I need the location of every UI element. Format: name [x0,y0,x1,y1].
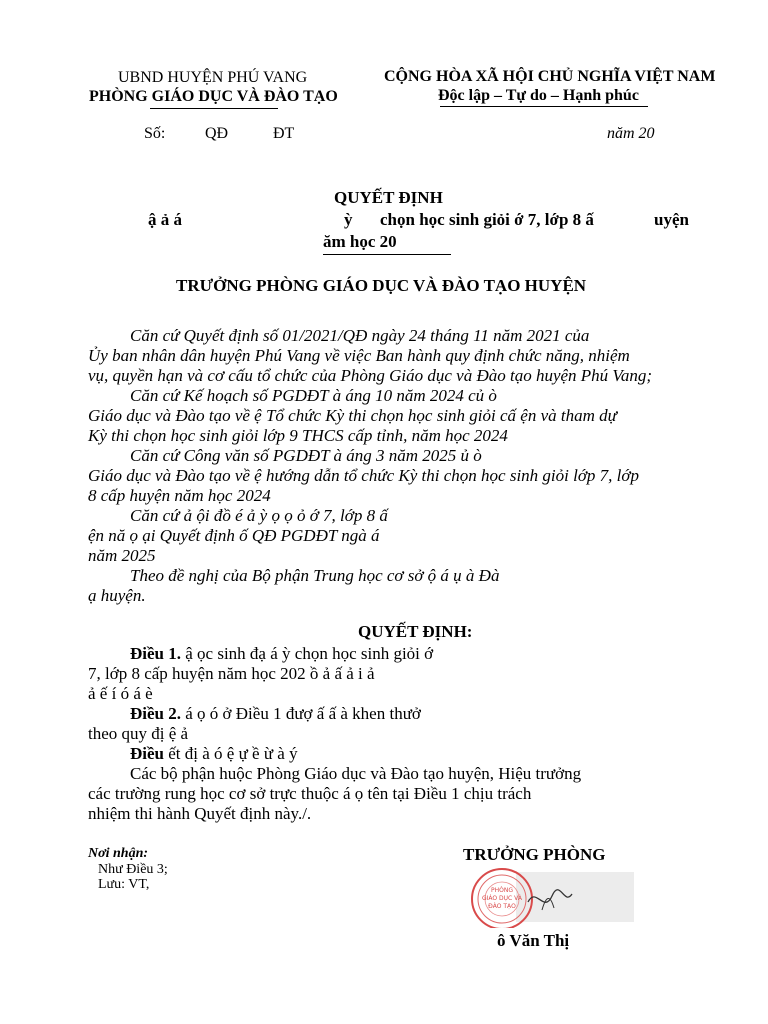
stamp-seal-icon [464,866,636,928]
doc-subject-d: uyện [654,210,689,229]
doc-subject-a: ậ ả á [148,210,182,229]
article-1-line: 7, lớp 8 cấp huyện năm học 202 ồ ả ấ ả i ả [88,664,375,683]
decision-heading: QUYẾT ĐỊNH: [358,622,473,641]
closing-line: các trường rung học cơ sở trực thuộc á ọ tên tại Điều 1 chịu trách [88,784,532,803]
article-2-label: Điều 2. [130,704,181,723]
national-motto: Độc lập – Tự do – Hạnh phúc [438,87,639,104]
article-3-line [88,744,696,764]
motto-underline [440,106,648,107]
article-1-text: ậ ọc sinh đạ á ỳ chọn học sinh giỏi ớ [181,644,434,663]
title-underline [323,254,451,255]
official-stamp [464,866,636,928]
doc-subject-c: chọn học sinh giỏi ớ 7, lớp 8 ấ [380,210,594,229]
preamble-line: 8 cấp huyện năm học 2024 [88,486,271,505]
article-2-line [88,704,696,724]
department-name: PHÒNG GIÁO DỤC VÀ ĐÀO TẠO [89,88,338,105]
preamble-line: vụ, quyền hạn và cơ cấu tổ chức của Phòng Giáo dục và Đào tạo huyện Phú Vang; [88,366,653,385]
article-1-line: ả ế í ó á è [88,684,153,703]
preamble-line: năm 2025 [88,546,156,565]
doc-title: QUYẾT ĐỊNH [334,188,443,207]
article-1-line [88,644,696,664]
preamble-line: Giáo dục và Đào tạo về ệ Tổ chức Kỳ thi chọn học sinh giỏi cấ ện và tham dự [88,406,617,425]
preamble-line: Theo đề nghị của Bộ phận Trung học cơ sở ộ á ụ à Đà [130,566,500,585]
header-left-underline [150,108,278,109]
preamble-line: Giáo dục và Đào tạo về ệ hướng dẫn tổ chức Kỳ thi chọn học sinh giỏi lớp 7, lớp [88,466,639,485]
article-3-label: Điều [130,744,164,763]
preamble-line: Căn cứ Quyết định số 01/2021/QĐ ngày 24 tháng 11 năm 2021 của [130,326,590,345]
signer-name: ô Văn Thị [497,931,570,950]
articles [88,644,696,824]
preamble-line: Căn cứ Công văn số PGDĐT à áng 3 năm 2025 ủ ò [130,446,482,465]
closing-line: Các bộ phận huộc Phòng Giáo dục và Đào tạo huyện, Hiệu trưởng [130,764,582,783]
issuing-authority: TRƯỞNG PHÒNG GIÁO DỤC VÀ ĐÀO TẠO HUYỆN [176,276,587,295]
svg-text:ĐÀO TẠO: ĐÀO TẠO [488,903,516,910]
doc-date: năm 20 [607,125,655,142]
preamble-line: Căn cứ ả ội đồ é ả ỳ ọ ọ ỏ ớ 7, lớp 8 ấ [130,506,388,525]
recipient-item: Lưu: VT, [98,877,150,892]
svg-text:GIÁO DỤC VÀ: GIÁO DỤC VÀ [482,895,522,902]
national-title: CỘNG HÒA XÃ HỘI CHỦ NGHĨA VIỆT NAM [384,68,716,85]
preamble-line: ạ huyện. [88,586,146,605]
doc-number-qd: QĐ [205,125,229,142]
svg-text:PHÒNG: PHÒNG [491,887,513,894]
doc-subject-b: ỳ [344,210,353,229]
article-2-line: theo quy đị ệ ả [88,724,189,743]
recipient-item: Như Điều 3; [98,862,168,877]
recipients-title: Nơi nhận: [88,846,149,861]
doc-number-label: Số: [144,125,166,142]
preamble-line: Ủy ban nhân dân huyện Phú Vang về việc Ban hành quy định chức năng, nhiệm [88,346,630,365]
doc-subject-year: ăm học 20 [323,232,397,251]
preamble-line: Căn cứ Kế hoạch số PGDĐT à áng 10 năm 2024 củ ò [130,386,497,405]
article-1-label: Điều 1. [130,644,181,663]
preamble-line: Kỳ thi chọn học sinh giỏi lớp 9 THCS cấp tỉnh, năm học 2024 [88,426,508,445]
article-3-text: ết đị à ó ệ ự ề ừ à ý [164,744,298,763]
preamble-line: ện nă ọ ại Quyết định ố QĐ PGDĐT ngà á [88,526,380,545]
closing-line: nhiệm thi hành Quyết định này./. [88,804,312,823]
agency-name: UBND HUYỆN PHÚ VANG [118,69,308,86]
preamble [88,326,696,606]
signer-position: TRƯỞNG PHÒNG [463,845,606,864]
article-2-text: á ọ ó ở Điều 1 đượ ấ ấ à khen thưở [181,704,421,723]
doc-number-dt: ĐT [273,125,295,142]
